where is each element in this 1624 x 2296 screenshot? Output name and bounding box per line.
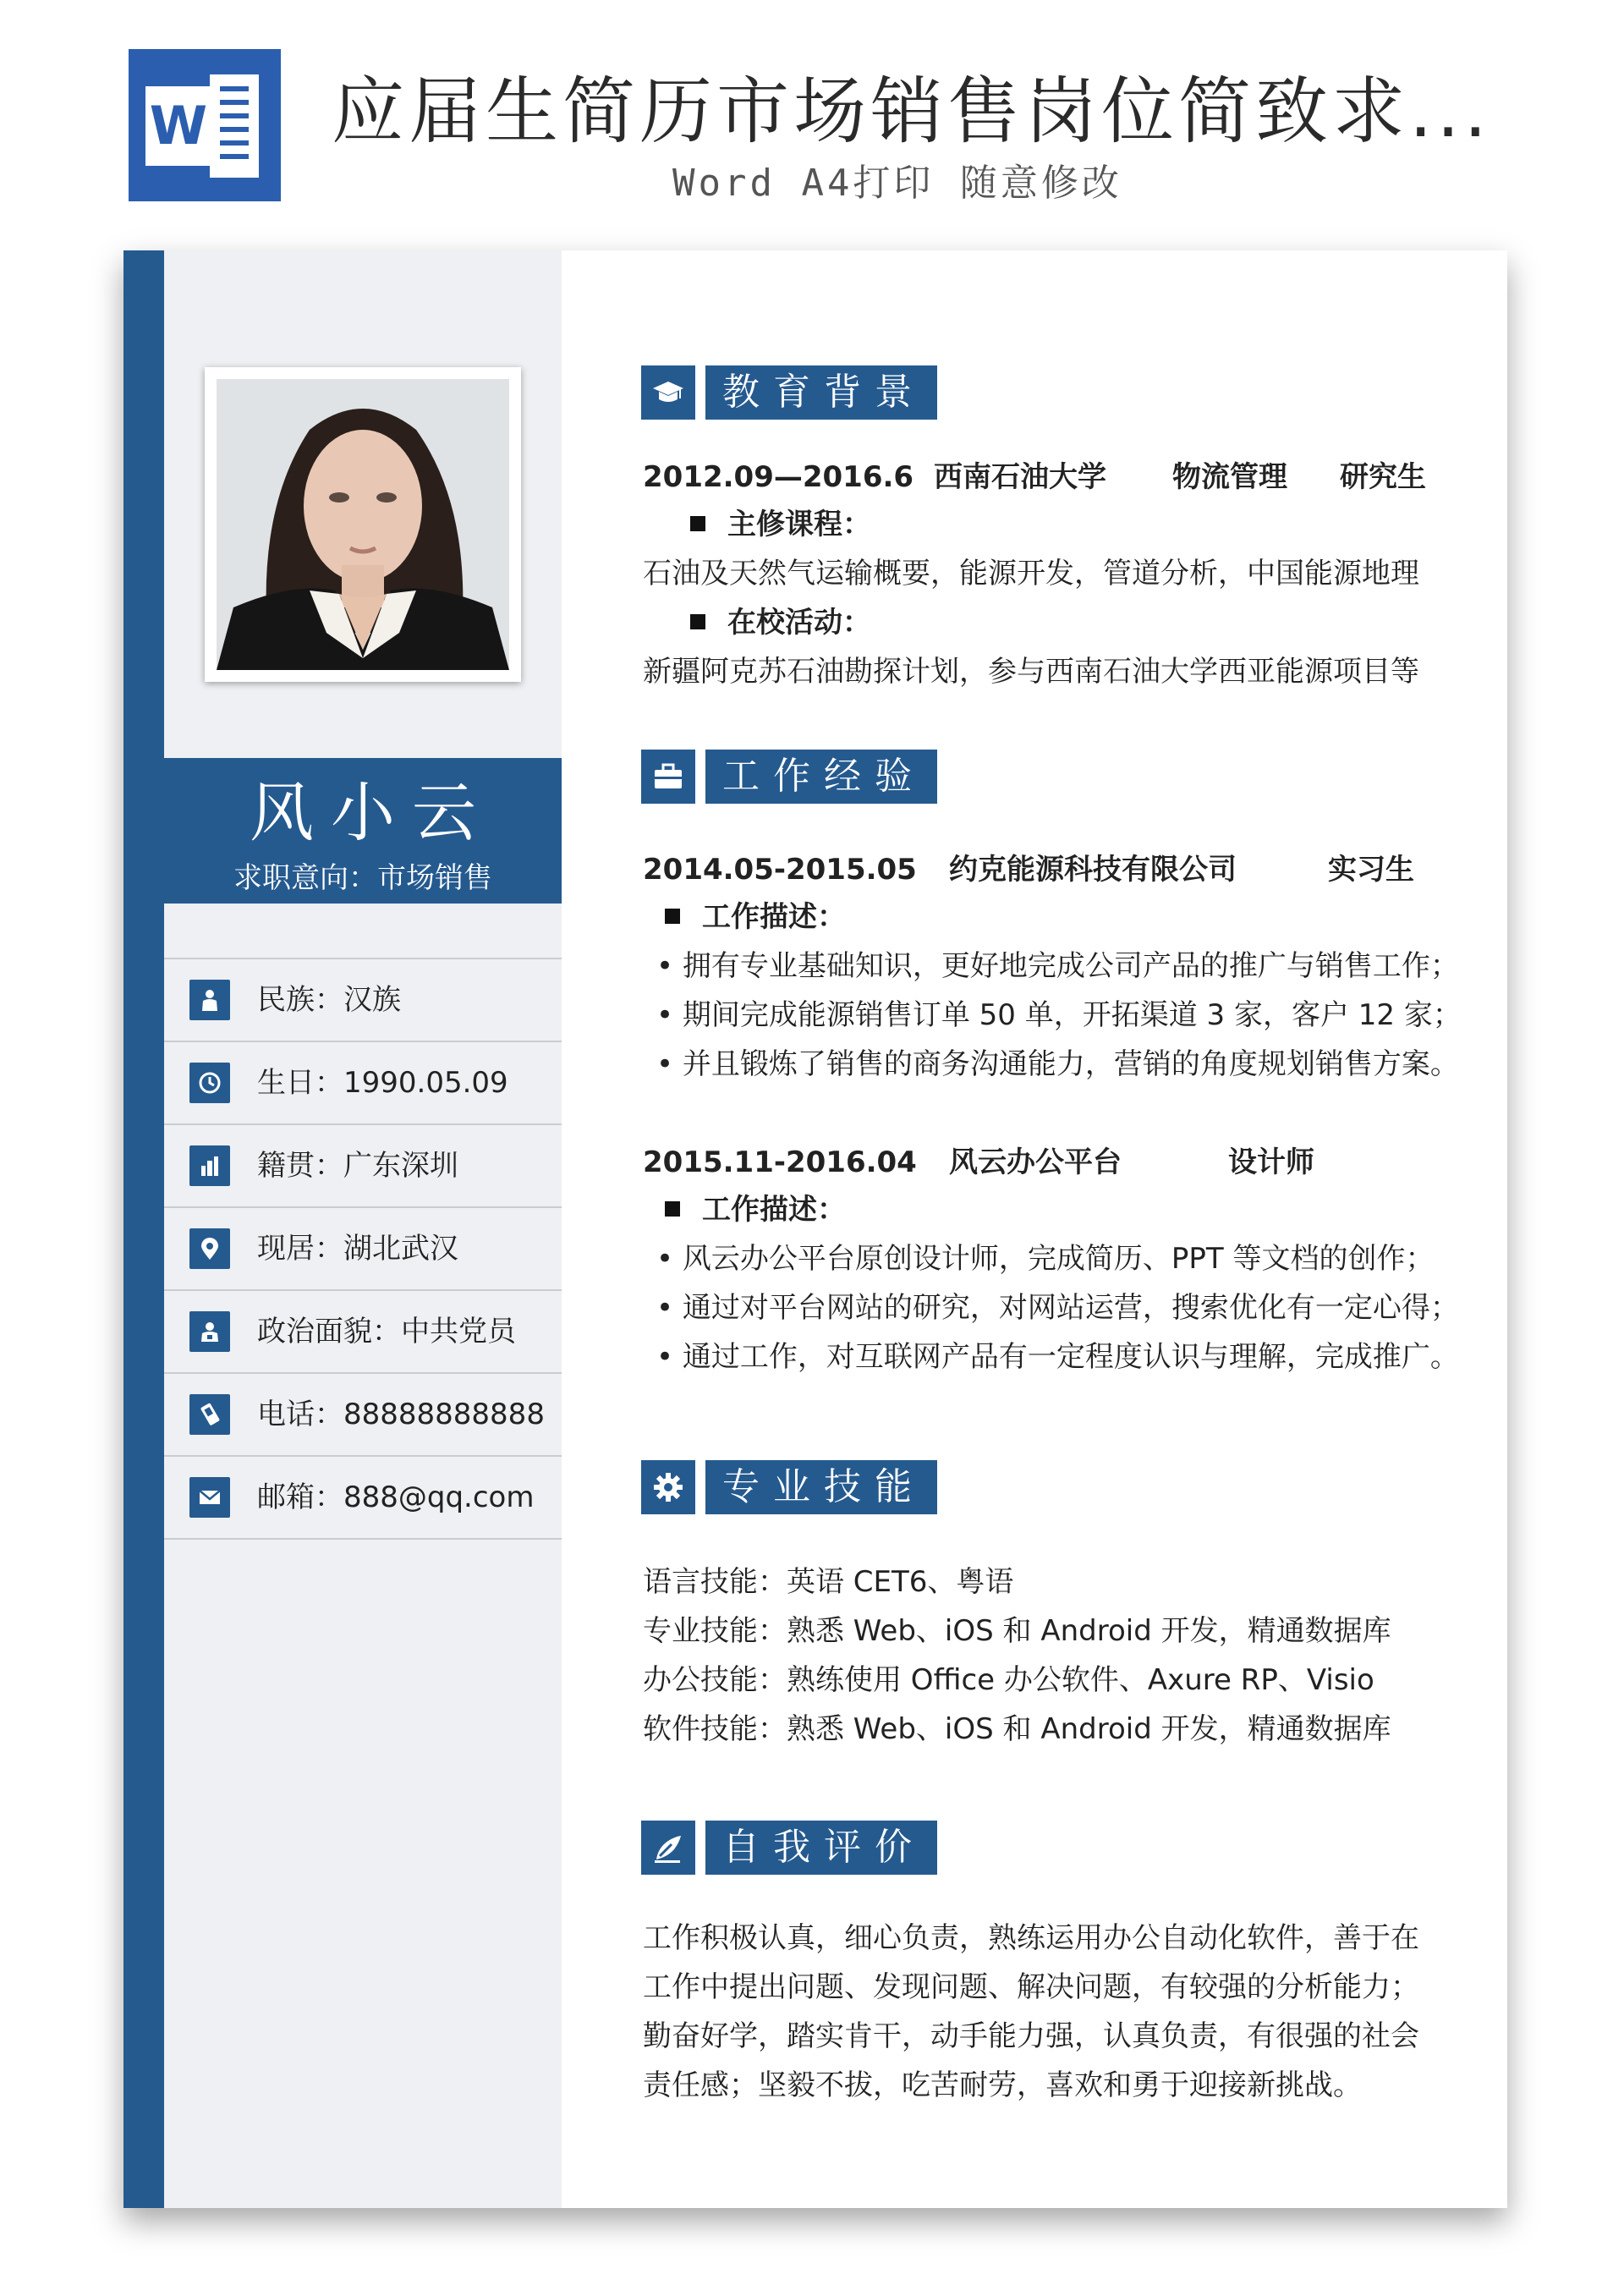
banner-subtitle: Word A4打印 随意修改 <box>672 162 1122 205</box>
word-letter: W <box>145 86 211 166</box>
job2-desc-heading <box>665 1191 846 1228</box>
gear-icon <box>641 1460 695 1514</box>
graduation-cap-icon <box>641 365 695 420</box>
skill-software: 软件技能：熟悉 Web、iOS 和 Android 开发，精通数据库 <box>643 1712 1391 1746</box>
job1-item-3: • 并且锻炼了销售的商务沟通能力，营销的角度规划销售方案。 <box>656 1047 1459 1081</box>
skill-professional: 专业技能：熟悉 Web、iOS 和 Android 开发，精通数据库 <box>643 1614 1391 1648</box>
self-eval-text: 工作积极认真，细心负责，熟练运用办公自动化软件，善于在工作中提出问题、发现问题、解决问题，有较强的分析能力；勤奋好学，踏实肯干，动手能力强，认真负责，有很强的社会责任感；坚毅不拔，吃苦耐劳，喜欢和勇于迎接新挑战。 <box>643 1921 1419 2102</box>
activities-heading <box>690 604 871 641</box>
education-degree: 研究生 <box>1340 460 1426 494</box>
education-school: 西南石油大学 <box>934 460 1106 494</box>
courses-heading <box>690 506 871 543</box>
job2-period: 2015.11-2016.04 <box>643 1145 917 1179</box>
info-birthday: 生日：1990.05.09 <box>257 1066 508 1100</box>
banner-title: 应届生简历市场销售岗位简致求... <box>332 69 1492 154</box>
job2-role: 设计师 <box>1228 1145 1314 1179</box>
job2-company: 风云办公平台 <box>949 1145 1122 1179</box>
job1-desc-label: 工作描述： <box>702 900 846 934</box>
job2-desc-label: 工作描述： <box>702 1193 846 1227</box>
courses-text: 石油及天然气运输概要，能源开发，管道分析，中国能源地理 <box>643 557 1419 590</box>
section-self-eval-title: 自我评价 <box>705 1821 937 1875</box>
activities-text: 新疆阿克苏石油勘探计划，参与西南石油大学西亚能源项目等 <box>643 655 1419 689</box>
section-education-title: 教育背景 <box>705 365 937 420</box>
info-ethnicity: 民族：汉族 <box>257 983 401 1017</box>
job1-item-1: • 拥有专业基础知识，更好地完成公司产品的推广与销售工作； <box>656 949 1459 983</box>
courses-label: 主修课程： <box>727 508 871 541</box>
education-period: 2012.09—2016.6 <box>643 460 914 494</box>
main-column <box>123 250 1507 2208</box>
job1-period: 2014.05-2015.05 <box>643 853 917 887</box>
square-bullet-icon <box>665 909 680 924</box>
square-bullet-icon <box>690 614 705 629</box>
info-phone: 电话：88888888888 <box>257 1398 545 1431</box>
section-skills-title: 专业技能 <box>705 1460 937 1514</box>
word-logo-icon <box>129 49 281 201</box>
job-intent: 求职意向：市场销售 <box>233 861 492 895</box>
job1-desc-heading <box>665 898 846 936</box>
info-hometown: 籍贯：广东深圳 <box>257 1149 458 1183</box>
briefcase-icon <box>641 750 695 804</box>
job2-item-1: • 风云办公平台原创设计师，完成简历、PPT 等文档的创作； <box>656 1242 1435 1276</box>
education-major: 物流管理 <box>1172 460 1287 494</box>
job2-item-2: • 通过对平台网站的研究，对网站运营，搜索优化有一定心得； <box>656 1291 1459 1325</box>
skill-office: 办公技能：熟练使用 Office 办公软件、Axure RP、Visio <box>643 1663 1374 1697</box>
document-lines <box>210 74 259 178</box>
square-bullet-icon <box>665 1201 680 1217</box>
job1-item-2: • 期间完成能源销售订单 50 单，开拓渠道 3 家，客户 12 家； <box>656 998 1462 1032</box>
info-political: 政治面貌：中共党员 <box>257 1315 516 1348</box>
job2-item-3: • 通过工作，对互联网产品有一定程度认识与理解，完成推广。 <box>656 1340 1459 1374</box>
candidate-name: 风小云 <box>250 775 493 850</box>
job1-company: 约克能源科技有限公司 <box>949 853 1237 887</box>
square-bullet-icon <box>690 516 705 531</box>
info-email: 邮箱：888@qq.com <box>257 1480 535 1514</box>
activities-label: 在校活动： <box>727 606 871 640</box>
skill-language: 语言技能：英语 CET6、粤语 <box>643 1565 1014 1599</box>
section-work-title: 工作经验 <box>705 750 937 804</box>
pencil-edit-icon <box>641 1821 695 1875</box>
info-residence: 现居：湖北武汉 <box>257 1232 458 1266</box>
job1-role: 实习生 <box>1328 853 1414 887</box>
